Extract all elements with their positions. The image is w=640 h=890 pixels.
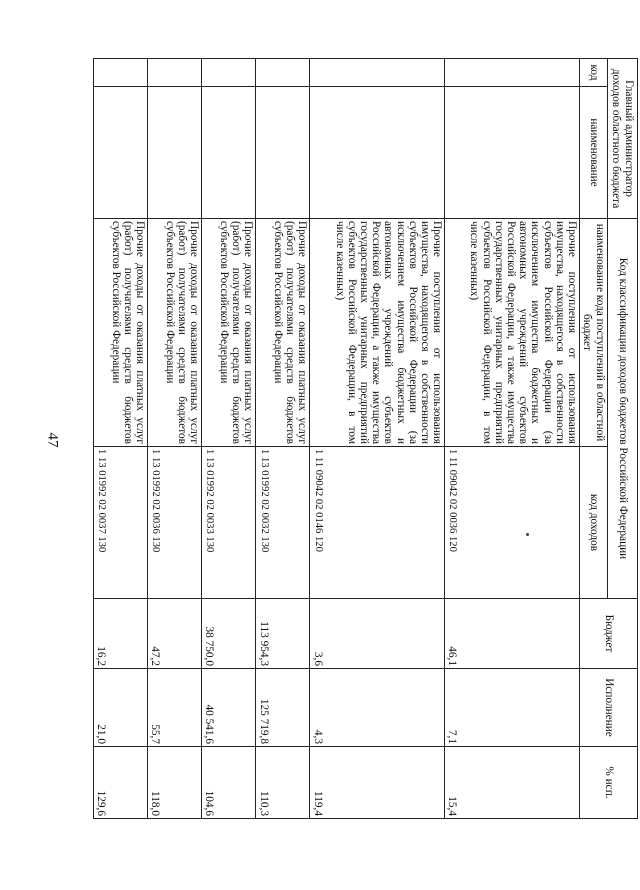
budget-cell: 16,2 <box>94 599 148 669</box>
table-row <box>445 59 580 819</box>
income-code-cell <box>445 447 580 599</box>
header-execution: Исполнение <box>580 669 638 747</box>
page-number: 47 <box>44 432 61 448</box>
header-income-name: наименование кода поступлений в областной бюджет <box>580 219 608 447</box>
admin-name-cell <box>202 87 256 219</box>
budget-cell: 46,1 <box>445 599 580 669</box>
percent-cell: 15,4 <box>445 747 580 819</box>
table-row <box>256 59 310 819</box>
percent-cell: 119,4 <box>310 747 445 819</box>
header-percent: % исп. <box>580 747 638 819</box>
budget-cell: 113 954,3 <box>256 599 310 669</box>
admin-code-cell <box>310 59 445 87</box>
income-name-cell: Прочие поступления от использования имущества, находящегося в собственности субъектов Российской Федерации (за исключением имущества бюджетных и автономных учреждений субъектов Российской Федерации, а также имущества государственных унитарных предприятий субъектов Российской Федерации, в том числе казенных) <box>310 219 445 447</box>
admin-code-cell <box>445 59 580 87</box>
admin-name-cell <box>256 87 310 219</box>
budget-cell: 47,2 <box>148 599 202 669</box>
header-admin-name: наименование <box>580 87 608 219</box>
execution-cell: 125 719,8 <box>256 669 310 747</box>
income-name-cell: Прочие доходы от оказания платных услуг (работ) получателями средств бюджетов субъектов Российской Федерации <box>256 219 310 447</box>
table-wrapper <box>93 58 638 818</box>
rotated-page <box>93 58 638 818</box>
income-code-cell: 1 13 01992 02 0036 130 <box>148 447 202 599</box>
admin-name-cell <box>94 87 148 219</box>
admin-code-cell <box>202 59 256 87</box>
admin-name-cell <box>310 87 445 219</box>
admin-code-cell <box>94 59 148 87</box>
table-row <box>202 59 256 819</box>
income-name-cell: Прочие поступления от использования имущества, находящегося в собственности субъектов Российской Федерации (за исключением имущества бюджетных и автономных учреждений субъектов Российской Федерации, а также имущества государственных унитарных предприятий субъектов Российской Федерации, в том числе казенных) <box>445 219 580 447</box>
header-income-code: код доходов <box>580 447 608 599</box>
percent-cell: 110,3 <box>256 747 310 819</box>
income-name-cell: Прочие доходы от оказания платных услуг (работ) получателями средств бюджетов субъектов Российской Федерации <box>94 219 148 447</box>
header-budget: Бюджет <box>580 599 638 669</box>
header-admin-group: Главный администратор доходов областного бюджета <box>608 59 638 219</box>
budget-cell: 3,6 <box>310 599 445 669</box>
execution-cell: 40 541,6 <box>202 669 256 747</box>
speck-mark <box>526 533 529 536</box>
execution-cell: 7,1 <box>445 669 580 747</box>
income-table <box>93 58 638 819</box>
table-row <box>310 59 445 819</box>
admin-name-cell <box>445 87 580 219</box>
header-classif-group: Код классификации доходов бюджетов Российской Федерации <box>608 219 638 599</box>
income-code-cell: 1 13 01992 02 0037 130 <box>94 447 148 599</box>
income-code: 1 11 09042 02 0036 120 <box>447 449 459 552</box>
income-name-cell: Прочие доходы от оказания платных услуг (работ) получателями средств бюджетов субъектов Российской Федерации <box>148 219 202 447</box>
percent-cell: 129,6 <box>94 747 148 819</box>
income-name-cell: Прочие доходы от оказания платных услуг (работ) получателями средств бюджетов субъектов Российской Федерации <box>202 219 256 447</box>
header-admin-code: код <box>580 59 608 87</box>
income-code-cell: 1 13 01992 02 0033 130 <box>202 447 256 599</box>
percent-cell: 118,0 <box>148 747 202 819</box>
execution-cell: 21,0 <box>94 669 148 747</box>
admin-code-cell <box>148 59 202 87</box>
execution-cell: 4,3 <box>310 669 445 747</box>
table-row <box>94 59 148 819</box>
table-row <box>148 59 202 819</box>
income-code-cell: 1 13 01992 02 0032 130 <box>256 447 310 599</box>
budget-cell: 38 750,0 <box>202 599 256 669</box>
percent-cell: 104,6 <box>202 747 256 819</box>
admin-name-cell <box>148 87 202 219</box>
execution-cell: 55,7 <box>148 669 202 747</box>
admin-code-cell <box>256 59 310 87</box>
income-code-cell: 1 11 09042 02 0146 120 <box>310 447 445 599</box>
